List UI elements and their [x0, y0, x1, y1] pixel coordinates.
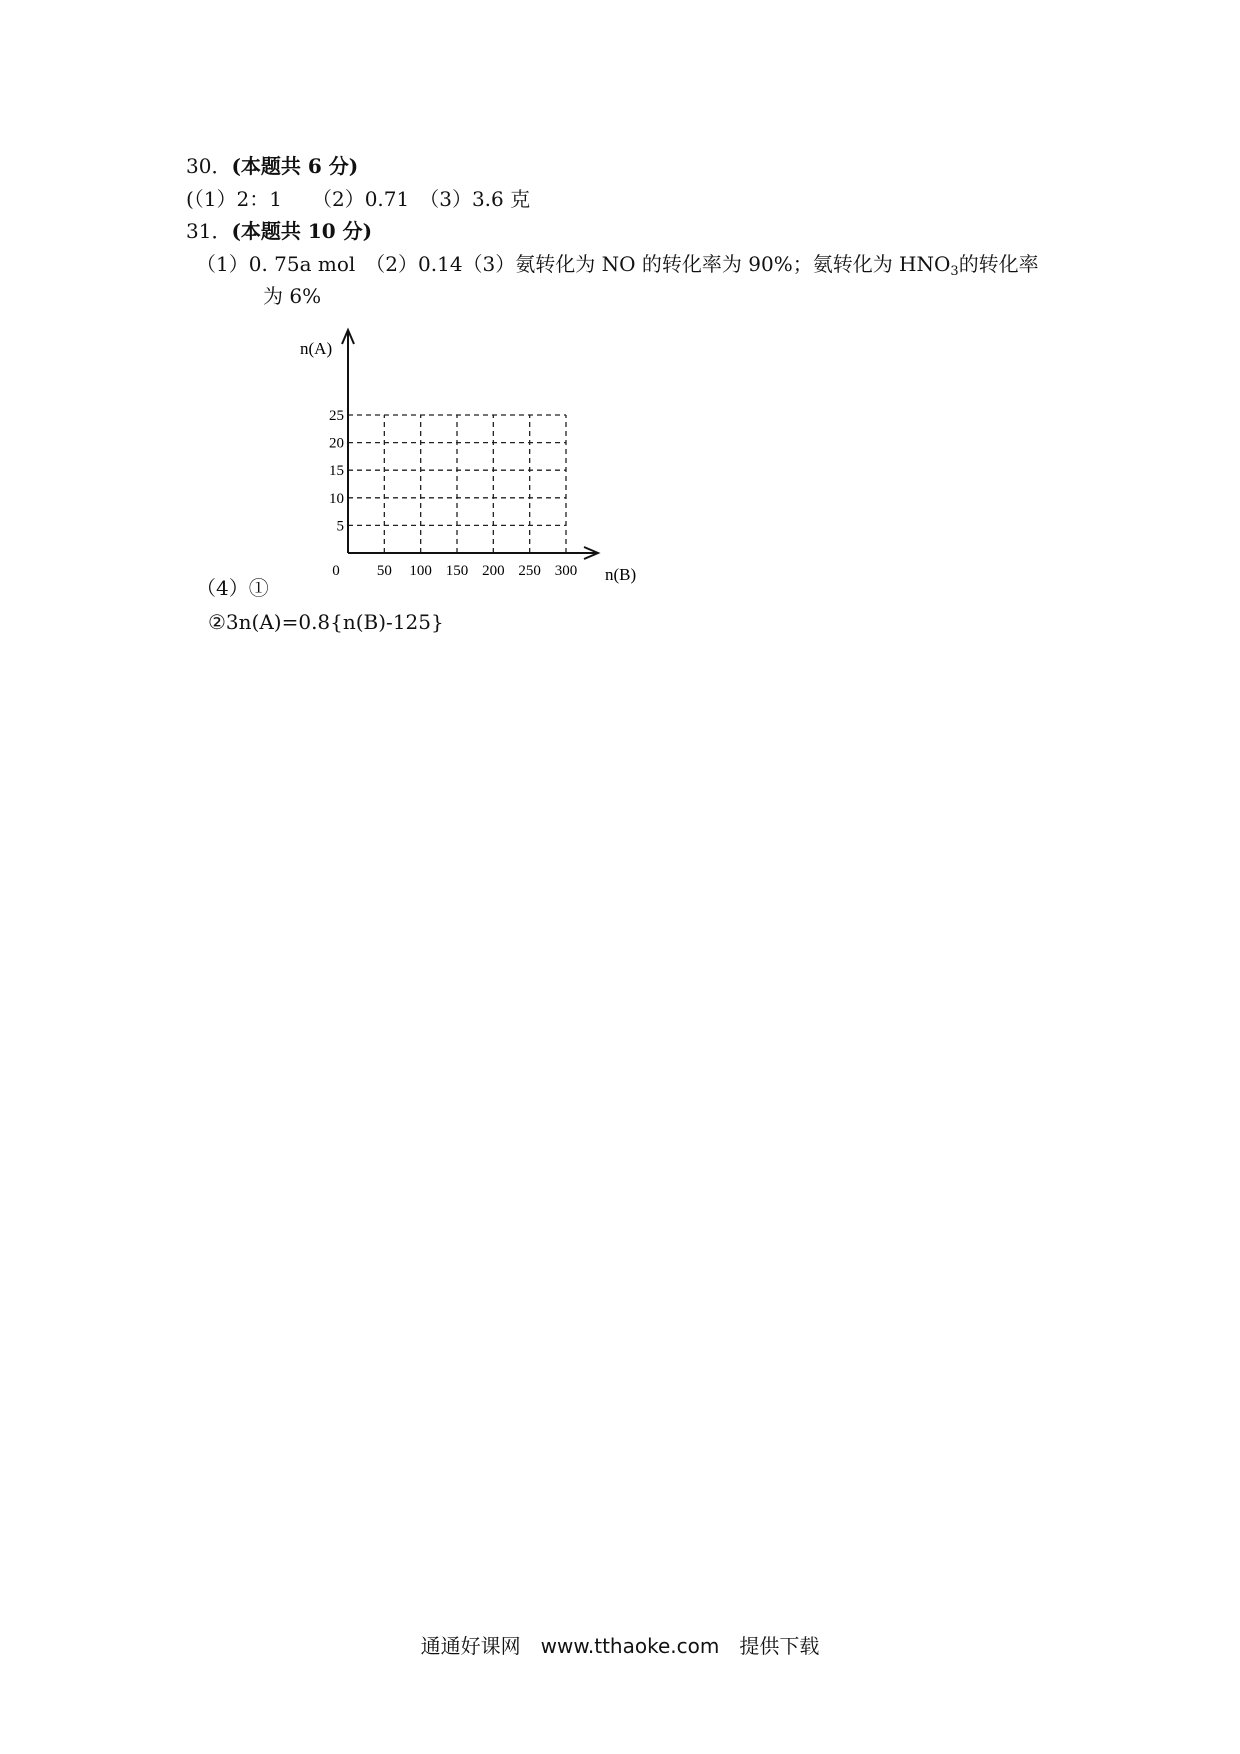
q30-answers: (（1）2：1 （2）0.71 （3）3.6 克	[186, 187, 531, 211]
q30-heading: (本题共 6 分)	[231, 154, 359, 178]
q31-answer-text: （1）0. 75a mol （2）0.14（3）氨转化为 NO 的转化率为 90%；氨转化为 HNO	[196, 252, 951, 276]
x-axis-label: n(B)	[605, 565, 637, 584]
q31-part4-formula: ②3n(A)=0.8{n(B)-125}	[208, 610, 444, 634]
y-axis-label: n(A)	[300, 339, 333, 358]
graph-svg	[280, 320, 670, 590]
y-tick-label: 20	[329, 435, 344, 452]
x-tick-label: 300	[554, 563, 578, 579]
x-tick-label: 100	[409, 563, 432, 579]
x-tick-label: 50	[376, 563, 392, 579]
q30-number: 30．	[186, 154, 232, 178]
x-tick-label: 250	[518, 563, 541, 579]
x-tick-label: 200	[482, 563, 505, 579]
x-tick-label: 0	[332, 563, 340, 579]
q31-number: 31．	[186, 219, 232, 243]
y-tick-label: 15	[329, 463, 344, 480]
q31-answer-line1	[196, 252, 1039, 284]
x-tick-label: 150	[445, 563, 469, 579]
q31-answer-tail: 的转化率	[958, 252, 1039, 276]
q31-answer-subscript: 3	[950, 264, 959, 279]
q30-title	[186, 154, 358, 178]
y-tick-label: 5	[336, 518, 344, 535]
q31-part4-label: （4）①	[196, 576, 269, 600]
q31-title	[186, 219, 372, 243]
answer-graph	[280, 320, 670, 590]
y-tick-label: 25	[329, 408, 344, 424]
q31-heading: (本题共 10 分)	[231, 219, 373, 243]
q31-answer-line2: 为 6%	[263, 284, 322, 308]
y-tick-label: 10	[329, 490, 344, 507]
footer-text: 通通好课网 www.tthaoke.com 提供下载	[420, 1634, 820, 1658]
